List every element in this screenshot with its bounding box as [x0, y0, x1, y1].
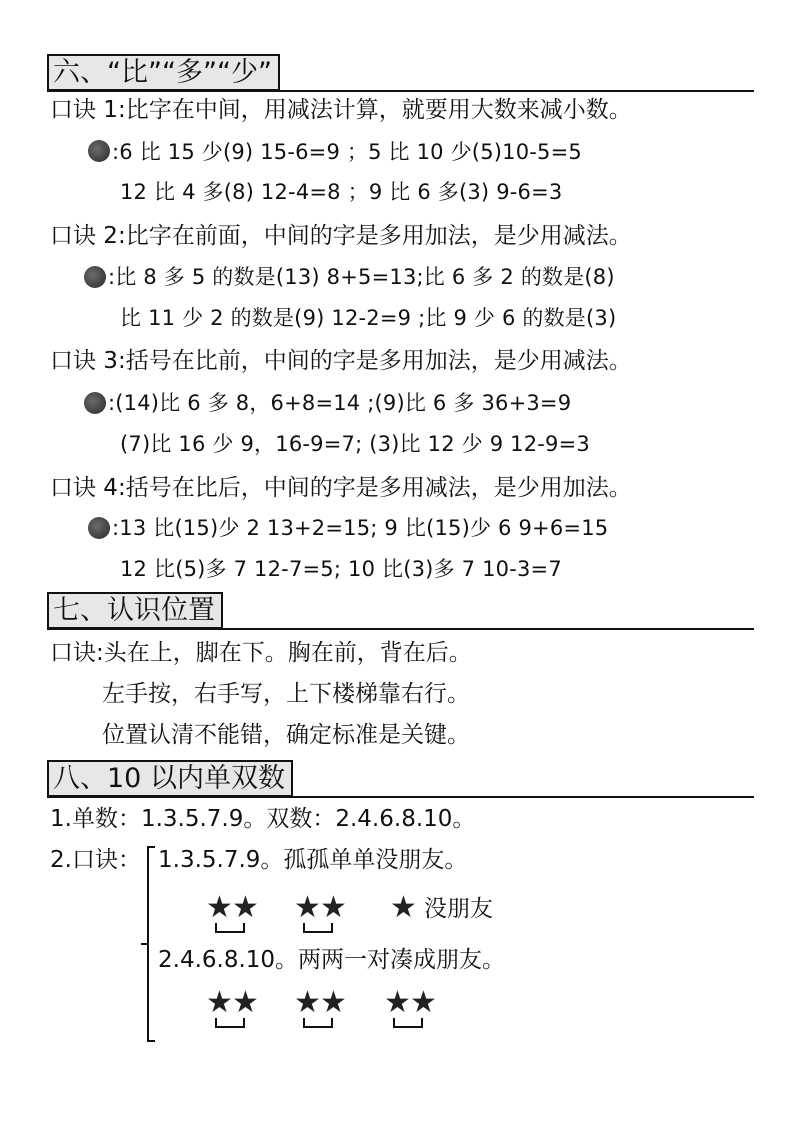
odd-even-rhyme-label: 2.口诀：	[50, 847, 141, 873]
section-8-heading: 八、10 以内单双数	[47, 760, 293, 797]
no-friend-label: 没朋友	[424, 896, 493, 922]
bullet-dot-icon	[88, 140, 110, 162]
position-rhyme-line-2: 左手按，右手写，上下楼梯靠右行。	[102, 681, 470, 707]
star-icon: ★	[294, 890, 321, 925]
example-4a: :13 比(15)少 2 13+2=15; 9 比(15)少 6 9+6=15	[112, 516, 609, 540]
example-1b: 12 比 4 多(8) 12-4=8 ；9 比 6 多(3) 9-6=3	[120, 180, 563, 204]
pair-bracket	[303, 1018, 333, 1028]
rule-3: 口诀 3:括号在比前，中间的字是多用加法，是少用减法。	[50, 348, 632, 374]
section-6-heading: 六、“比”“多”“少”	[47, 54, 280, 91]
rule-1: 口诀 1:比字在中间，用减法计算，就要用大数来减小数。	[50, 97, 632, 123]
position-rhyme-line-3: 位置认清不能错，确定标准是关键。	[102, 722, 470, 748]
example-4b: 12 比(5)多 7 12-7=5; 10 比(3)多 7 10-3=7	[120, 557, 562, 581]
bullet-dot-icon	[84, 392, 106, 414]
example-2a: :比 8 多 5 的数是(13) 8+5=13;比 6 多 2 的数是(8)	[108, 265, 615, 289]
rule-4: 口诀 4:括号在比后，中间的字是多用减法，是少用加法。	[50, 475, 632, 501]
single-star-icon: ★	[390, 890, 417, 925]
example-3a: :(14)比 6 多 8，6+8=14 ;(9)比 6 多 36+3=9	[108, 391, 572, 415]
brace-tip	[141, 943, 149, 945]
pair-bracket	[215, 923, 245, 933]
star-icon: ★	[206, 890, 233, 925]
pair-bracket	[393, 1018, 423, 1028]
pair-bracket	[303, 923, 333, 933]
section-7-rule	[47, 628, 754, 630]
star-icon: ★	[410, 985, 437, 1020]
star-icon: ★	[232, 890, 259, 925]
section-8-rule	[47, 796, 754, 798]
rule-2: 口诀 2:比字在前面，中间的字是多用加法，是少用减法。	[50, 223, 632, 249]
position-rhyme-line-1: 口诀:头在上，脚在下。胸在前，背在后。	[50, 640, 472, 666]
even-numbers-rhyme: 2.4.6.8.10。两两一对凑成朋友。	[158, 947, 506, 973]
section-7-heading: 七、认识位置	[47, 592, 223, 629]
odd-even-definition: 1.单数：1.3.5.7.9。双数：2.4.6.8.10。	[50, 806, 476, 832]
star-icon: ★	[232, 985, 259, 1020]
bullet-dot-icon	[84, 266, 106, 288]
example-3b: (7)比 16 少 9，16-9=7; (3)比 12 少 9 12-9=3	[120, 432, 590, 456]
pair-bracket	[215, 1018, 245, 1028]
star-icon: ★	[320, 985, 347, 1020]
star-icon: ★	[384, 985, 411, 1020]
star-icon: ★	[206, 985, 233, 1020]
example-2b: 比 11 少 2 的数是(9) 12-2=9 ;比 9 少 6 的数是(3)	[120, 306, 617, 330]
star-icon: ★	[294, 985, 321, 1020]
star-icon: ★	[320, 890, 347, 925]
bullet-dot-icon	[88, 517, 110, 539]
section-6-rule	[47, 90, 754, 92]
example-1a: :6 比 15 少(9) 15-6=9 ；5 比 10 少(5)10-5=5	[112, 140, 582, 164]
odd-numbers-rhyme: 1.3.5.7.9。孤孤单单没朋友。	[158, 847, 468, 873]
